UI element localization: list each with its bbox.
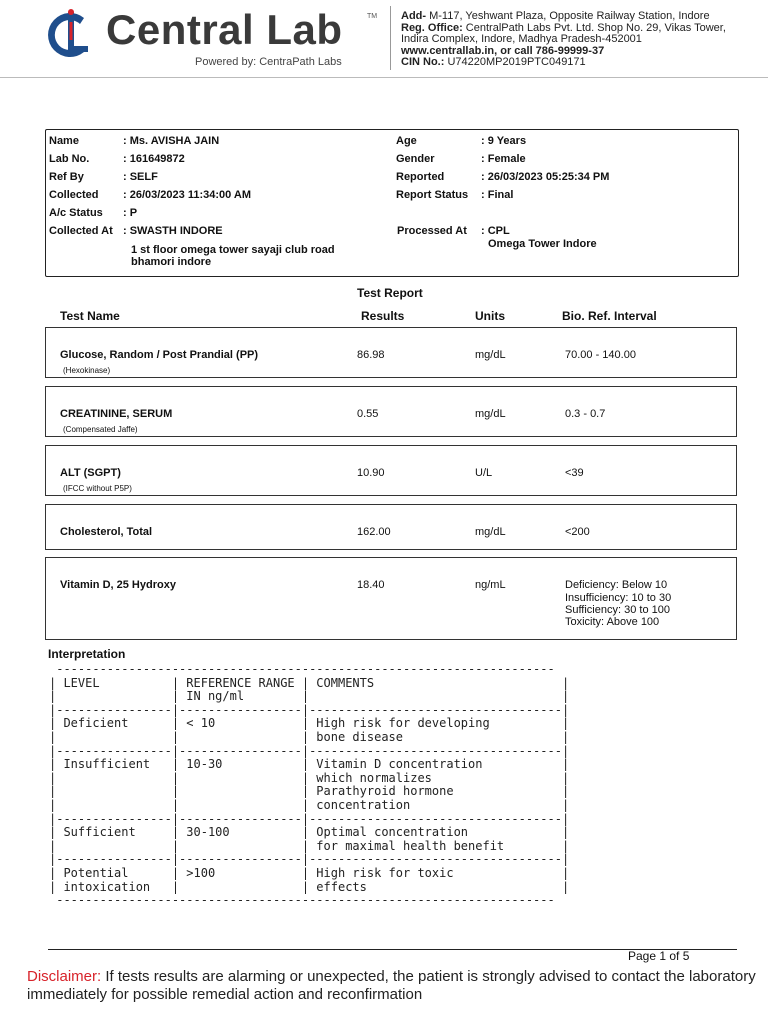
test-result: 162.00 xyxy=(357,526,391,538)
central-lab-logo-icon xyxy=(40,8,98,60)
processed-at-label: Processed At xyxy=(397,225,467,237)
brand-name: Central Lab xyxy=(106,6,343,53)
test-result: 18.40 xyxy=(357,579,385,591)
ac-status: : P xyxy=(123,207,138,219)
collected-address-line2: bhamori indore xyxy=(131,256,212,268)
interpretation-title: Interpretation xyxy=(48,647,126,661)
lab-no: : 161649872 xyxy=(123,153,185,165)
col-results: Results xyxy=(361,309,405,323)
reported-label: Reported xyxy=(396,171,445,183)
test-ref: <39 xyxy=(565,467,584,479)
test-row-alt xyxy=(45,445,737,496)
collected-at: : SWASTH INDORE xyxy=(123,225,223,237)
collected-label: Collected xyxy=(49,189,99,201)
disclaimer xyxy=(27,968,757,1004)
cin-label: CIN No.: xyxy=(401,56,445,69)
patient-details-box xyxy=(45,129,739,277)
reg-office-label: Reg. Office: xyxy=(401,21,463,34)
address: M-117, Yeshwant Plaza, Opposite Railway Station, Indore xyxy=(429,10,710,22)
ref-by: : SELF xyxy=(123,171,158,183)
test-method: (Compensated Jaffe) xyxy=(63,425,138,434)
test-row-vitamin-d xyxy=(45,557,737,640)
test-unit: ng/mL xyxy=(475,579,506,591)
test-name: Glucose, Random / Post Prandial (PP) xyxy=(60,349,259,361)
test-name: ALT (SGPT) xyxy=(60,467,121,479)
gender: : Female xyxy=(481,153,526,165)
test-unit: mg/dL xyxy=(475,408,506,420)
collected-date: : 26/03/2023 11:34:00 AM xyxy=(123,189,252,201)
test-unit: mg/dL xyxy=(475,526,506,538)
test-row-creatinine xyxy=(45,386,737,437)
test-name: Cholesterol, Total xyxy=(60,526,153,538)
test-result: 86.98 xyxy=(357,349,385,361)
name-label: Name xyxy=(49,135,79,147)
age: : 9 Years xyxy=(481,135,527,147)
report-status-label: Report Status xyxy=(396,189,469,201)
test-result: 10.90 xyxy=(357,467,385,479)
test-name: Vitamin D, 25 Hydroxy xyxy=(60,579,176,591)
ref-by-label: Ref By xyxy=(49,171,84,183)
test-ref-line: Sufficiency: 30 to 100 xyxy=(565,604,670,616)
processed-address: Omega Tower Indore xyxy=(488,238,597,250)
test-unit: U/L xyxy=(475,467,493,479)
header-rule xyxy=(0,77,768,78)
collected-at-label: Collected At xyxy=(49,225,113,237)
test-row-glucose xyxy=(45,327,737,378)
address-label: Add- xyxy=(401,10,427,22)
page-number: Page 1 of 5 xyxy=(628,949,690,963)
reported-date: : 26/03/2023 05:25:34 PM xyxy=(481,171,610,183)
age-label: Age xyxy=(396,135,417,147)
gender-label: Gender xyxy=(396,153,435,165)
reg-office-line2: Indira Complex, Indore, Madhya Pradesh-452001 xyxy=(401,33,642,46)
test-report-title: Test Report xyxy=(357,286,423,300)
test-ref: <200 xyxy=(565,526,590,538)
test-row-cholesterol xyxy=(45,504,737,550)
test-name: CREATININE, SERUM xyxy=(60,408,173,420)
test-method: (Hexokinase) xyxy=(63,366,111,375)
collected-address-line1: 1 st floor omega tower sayaji club road xyxy=(131,244,335,256)
header-divider xyxy=(390,6,391,70)
test-ref: Deficiency: Below 10 xyxy=(565,579,668,591)
ac-status-label: A/c Status xyxy=(49,207,103,219)
reg-office-line1: CentralPath Labs Pvt. Ltd. Shop No. 29, Vikas Tower, xyxy=(465,21,726,34)
test-unit: mg/dL xyxy=(475,349,506,361)
powered-by: Powered by: CentraPath Labs xyxy=(195,56,342,68)
col-test-name: Test Name xyxy=(60,309,120,323)
report-status: : Final xyxy=(481,189,514,201)
patient-name: : Ms. AVISHA JAIN xyxy=(123,135,220,147)
web-line: www.centrallab.in, or call 786-99999-37 xyxy=(401,44,605,57)
lab-address-block xyxy=(401,11,726,69)
col-units: Units xyxy=(475,309,505,323)
test-method: (IFCC without P5P) xyxy=(63,484,132,493)
test-ref-line: Insufficiency: 10 to 30 xyxy=(565,592,672,604)
test-result: 0.55 xyxy=(357,408,379,420)
cin-number: U74220MP2019PTC049171 xyxy=(447,56,586,69)
test-ref: 70.00 - 140.00 xyxy=(565,349,636,361)
disclaimer-text: If tests results are alarming or unexpected, the patient is strongly advised to contact the laboratory immediately for possible remedial action and reconfirmation xyxy=(27,968,756,1003)
lab-no-label: Lab No. xyxy=(49,153,90,165)
interpretation-table: --------------------------------------------------------------------- | LEVEL | REFERENCE RANGE | COMMENTS | | | IN ng/ml | | |----------------|-----------------|-----------------------------------| | Deficient | < 10 | High risk for developing | | | | bone disease | |----------------|-----------------|-----------------------------------| | Insufficient | 10-30 | Vitamin D concentration | | | | which normalizes | | | | Parathyroid hormone | | | | concentration | |----------------|-----------------|-----------------------------------| | Sufficient | 30-100 | Optimal concentration | | | | for maximal health benefit | |----------------|-----------------|-----------------------------------| | Potential | >100 | High risk for toxic | | intoxication | | effects | --------------------------------------------------------------------- xyxy=(49,662,570,908)
processed-at: : CPL xyxy=(481,225,510,237)
col-ref-interval: Bio. Ref. Interval xyxy=(562,309,657,323)
disclaimer-label: Disclaimer: xyxy=(27,968,102,985)
test-ref: 0.3 - 0.7 xyxy=(565,408,606,420)
trademark-mark: TM xyxy=(367,13,378,20)
test-ref-line: Toxicity: Above 100 xyxy=(565,616,660,628)
